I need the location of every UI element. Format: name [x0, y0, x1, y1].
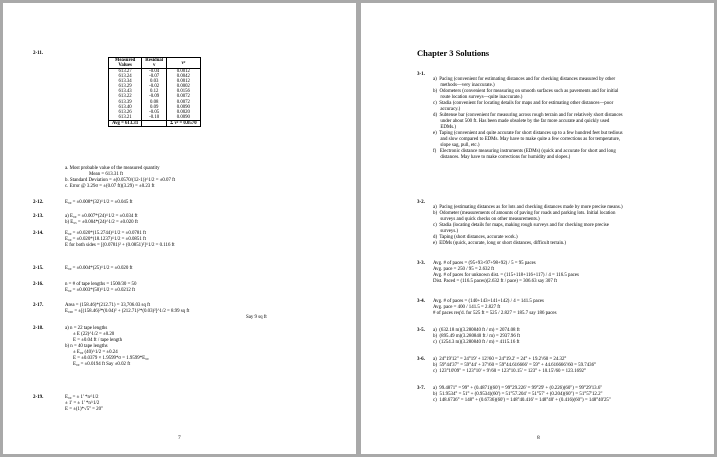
- residual-cell: -0.05: [142, 110, 167, 115]
- problem-number: 2-15.: [33, 266, 44, 271]
- v-squared-cell: 0.0090: [167, 105, 201, 110]
- solution-line: surveys.): [433, 229, 459, 234]
- solution-line: E = ±0.0379 × 1.9599*σ = 1.9599*E₉₀: [73, 356, 149, 361]
- residual-cell: 0.08: [142, 100, 167, 105]
- solution-line: E for both sides = [(0.0781)² + (0.0851)²]^1/2 = 0.116 ft: [65, 243, 175, 248]
- solution-line: c. Error @ 3.29σ = ±(0.07 ft)(3.29) = ±0.23 ft: [65, 184, 155, 189]
- solution-line: ± E (22)^1/2 = ±0.20: [73, 332, 115, 337]
- solution-line: n = # of tape lengths = 1500/30 = 50: [65, 282, 137, 287]
- solution-line: E₉₀ = ±0.008*(32)^1/2 = ±0.045 ft: [65, 200, 133, 205]
- solution-line: Avg. # of paces for unknown dist. = (115+118+116+117) / 4 = 116.5 paces: [433, 273, 579, 278]
- residual-cell: -0.07: [142, 74, 167, 79]
- solution-line: a) (632.18 m)(3.280840 ft / m) = 2074.08 ft: [433, 328, 520, 333]
- average-cell: Avg = 613.31: [109, 120, 142, 126]
- solution-line: E₉₀ = ±0.004*(25)^1/2 = ±0.020 ft: [65, 266, 133, 271]
- problem-number: 2-19.: [33, 395, 44, 400]
- measured-value-cell: 613.26: [109, 110, 142, 115]
- table-row: [109, 100, 201, 105]
- solution-line: a) Pacing (estimating distances as for lots and checking distances made by more precise means.): [433, 205, 623, 210]
- solution-line: f) Electronic distance measuring instruments (EDMs) (quick and accurate for short and long: [433, 149, 616, 154]
- solution-line: d) Subtense bar (convenient for measuring across rough terrain and for relatively short distances: [433, 113, 623, 118]
- measured-value-cell: 613.34: [109, 79, 142, 84]
- solution-line: E₉₀ = ±0.003*(50)^1/2 = ±0.0212 ft: [65, 288, 135, 293]
- solution-line: b) n = 40 tape lengths: [65, 344, 108, 349]
- solution-line: E = ±0.04 ft / tape length: [73, 338, 123, 343]
- measured-value-cell: 613.40: [109, 105, 142, 110]
- solution-line: a. Most probable value of the measured quantity: [65, 166, 160, 171]
- measured-value-cell: 613.29: [109, 84, 142, 89]
- residual-cell: -0.10: [142, 115, 167, 121]
- problem-number: 2-12.: [33, 200, 44, 205]
- table-header-row: [109, 58, 201, 69]
- solution-line: distances. May have to make corrections for humidity and slopes.): [433, 155, 571, 160]
- solution-line: b) E₉₅ = ±0.004*(24)^1/2 = ±0.020 ft: [65, 220, 138, 225]
- residual-cell: 0.12: [142, 89, 167, 94]
- solution-line: b) (895.49 m)(3.280840 ft / m) = 2937.96 ft: [433, 334, 520, 339]
- solution-line: EDMs.): [433, 125, 456, 130]
- solution-line: methods—very inaccurate.): [433, 83, 495, 88]
- solution-line: d) Taping (short distances, accurate work.): [433, 235, 518, 240]
- table-row: [109, 105, 201, 110]
- header-v-squared: v²: [167, 58, 201, 69]
- solution-line: Avg. # of paces = (140+143+141+142) / 4 = 141.5 paces: [433, 299, 544, 304]
- left-page: [3, 3, 356, 454]
- solution-line: b) 51.9534° = 51° + (0.9534)(60') = 51°57.204' = 51°57' + (0.204)(60") = 51°57'12.2": [433, 392, 603, 397]
- problem-number: 3-7.: [417, 386, 425, 391]
- solution-line: a) Pacing (convenient for estimating distances and for checking distances measured by other: [433, 77, 616, 82]
- solution-line: c) Stadia (convenient for locating details for maps and for estimating other distances—poor: [433, 101, 614, 106]
- solution-line: E₉₀ = ±0.0194 ft Say ±0.02 ft: [73, 362, 131, 367]
- solution-line: and slow compared to EDMs. May have to make quite a few corrections as for temperature,: [433, 137, 621, 142]
- solution-line: b. Standard Deviation = ±(0.0570/(12-1))^1/2 = ±0.07 ft: [65, 178, 176, 183]
- solution-line: c) (1254.3 m)(3.280840 ft / m) = 4115.16 ft: [433, 340, 520, 345]
- solution-line: surveys and quick checks on other measurements.): [433, 217, 540, 222]
- residual-table: [108, 57, 201, 127]
- solution-line: b) Odometer (measurements of amounts of paving for roads and parking lots. Initial location: [433, 211, 616, 216]
- solution-line: b) Odometers (convenient for measuring on smooth surfaces such as pavements and for initial: [433, 89, 619, 94]
- header-measured-values: Measured Values: [109, 58, 142, 69]
- problem-number: 2-13.: [33, 214, 44, 219]
- solution-line: Area = (158.46)*(212.71) = 33,706.03 sq ft: [65, 303, 151, 308]
- measured-value-cell: 613.22: [109, 94, 142, 99]
- solution-line: route location surveys—quite inaccurate.): [433, 95, 523, 100]
- solution-line: a) 24°19'12" = 24°19' + 12'/60 = 24°19.2' = 24° + 19.2'/60 = 24.32°: [433, 357, 567, 362]
- measured-value-cell: 613.43: [109, 89, 142, 94]
- v-squared-cell: 0.0090: [167, 115, 201, 121]
- v-squared-cell: 0.0072: [167, 94, 201, 99]
- solution-line: slope sag, pull, etc.): [433, 143, 480, 148]
- solution-line: ± E₉₀ (40)^1/2 = ±0.24: [73, 350, 118, 355]
- blank-cell: [142, 120, 167, 126]
- solution-line: ± 1' = ± 1' *n^1/2: [65, 401, 100, 406]
- residual-cell: 0.09: [142, 105, 167, 110]
- problem-number: 2-11.: [33, 51, 44, 56]
- problem-number: 3-4.: [417, 299, 425, 304]
- measured-value-cell: 613.21: [109, 115, 142, 121]
- v-squared-cell: 0.0012: [167, 69, 201, 75]
- solution-line: accuracy.): [433, 107, 461, 112]
- chapter-title: Chapter 3 Solutions: [417, 48, 490, 58]
- solution-line: a) n = 22 tape lengths: [65, 326, 108, 331]
- problem-number: 2-18.: [33, 326, 44, 331]
- table-row: [109, 115, 201, 121]
- solution-line: c) Stadia (locating details for maps, making rough surveys and for checking more precise: [433, 223, 609, 228]
- measured-value-cell: 613.39: [109, 100, 142, 105]
- solution-line: Dist. Paced = (116.5 paces)(2.632 ft / pace) = 306.63 say 307 ft: [433, 279, 558, 284]
- problem-number: 2-17.: [33, 303, 44, 308]
- v-squared-cell: 0.0012: [167, 79, 201, 84]
- measured-value-cell: 613.27: [109, 69, 142, 75]
- residual-cell: -0.02: [142, 84, 167, 89]
- problem-number: 3-3.: [417, 261, 425, 266]
- solution-line: Avg. # of paces = (95+93+97+98+92) / 5 = 95 paces: [433, 261, 536, 266]
- v-squared-cell: 0.0020: [167, 110, 201, 115]
- solution-line: a) E₉₀ = ±0.007*(24)^1/2 = ±0.034 ft: [65, 214, 138, 219]
- header-residual: Residual v: [142, 58, 167, 69]
- solution-line: Mean = 613.31 ft: [89, 172, 123, 177]
- solution-line: e) Taping (convenient and quite accurate for short distances up to a few hundred feet but tedious: [433, 131, 623, 136]
- v-squared-cell: 0.0002: [167, 84, 201, 89]
- residual-cell: -0.04: [142, 69, 167, 75]
- solution-line: under about 500 ft. Has been made obsolete by the far more accurate and quickly used: [433, 119, 610, 124]
- solution-line: E = ±(1)*√5'' = 20'': [65, 407, 103, 412]
- page-number-right: 8: [537, 435, 540, 441]
- table-body: [109, 69, 201, 121]
- sum-cell: Σ v² = 0.0570: [167, 120, 201, 126]
- v-squared-cell: 0.0156: [167, 89, 201, 94]
- residual-cell: -0.09: [142, 94, 167, 99]
- problem-number: 3-2.: [417, 200, 425, 205]
- solution-line: e) EDMs (quick, accurate, long or short distances, difficult terrain.): [433, 241, 566, 246]
- solution-line: Avg. pace = 250 / 95 = 2.632 ft: [433, 267, 495, 272]
- solution-line: Say 9 sq ft: [246, 315, 267, 320]
- problem-number: 2-14.: [33, 231, 44, 236]
- v-squared-cell: 0.0042: [167, 74, 201, 79]
- solution-line: Avg. pace = 400 / 141.5 = 2.827 ft: [433, 305, 501, 310]
- solution-line: # of paces req'd. for 525 ft = 525 / 2.827 = 185.7 say 186 paces: [433, 311, 557, 316]
- right-page: [361, 3, 714, 454]
- solution-line: b) 59°44'37" = 59°44' + 37'/60 = 59°44.616666' = 59° + 44.616666'/60 = 59.7436°: [433, 363, 597, 368]
- residual-cell: 0.03: [142, 79, 167, 84]
- table-row: [109, 94, 201, 99]
- page-number-left: 7: [178, 435, 181, 441]
- solution-line: c) 148.6736° = 148° + (0.6736)(60') = 148°40.416' = 148°40' + (0.416)(60") = 148°40'25": [433, 398, 611, 403]
- solution-line: E₉₀ = ± 1' *n^1/2: [65, 395, 99, 400]
- measured-value-cell: 613.24: [109, 74, 142, 79]
- solution-line: E₉₀ = ±0.020*(18.1237)^1/2 = ±0.0851 ft: [65, 237, 146, 242]
- problem-number: 3-5.: [417, 328, 425, 333]
- solution-line: c) 123°10'09" = 123°10' + 9'/60 = 123°10.15' = 123° + 10.15'/60 = 123.1692°: [433, 369, 586, 374]
- table-footer-row: [109, 120, 201, 126]
- solution-line: E₀₀₀ = ±[(158.46)²*(0.04)² + (212.71)²*(0.03)²]^1/2 = 8.99 sq ft: [65, 309, 190, 314]
- problem-number: 3-1.: [417, 72, 425, 77]
- v-squared-cell: 0.0072: [167, 100, 201, 105]
- problem-number: 2-16.: [33, 282, 44, 287]
- solution-line: a) 99.4871° = 99° + (0.4871)(60') = 99°29.226' = 99°29' + (0.226)(60") = 99°29'13.6": [433, 386, 603, 391]
- solution-line: E₉₀ = ±0.020*(15.2744)^1/2 = ±0.0781 ft: [65, 231, 146, 236]
- problem-number: 3-6.: [417, 357, 425, 362]
